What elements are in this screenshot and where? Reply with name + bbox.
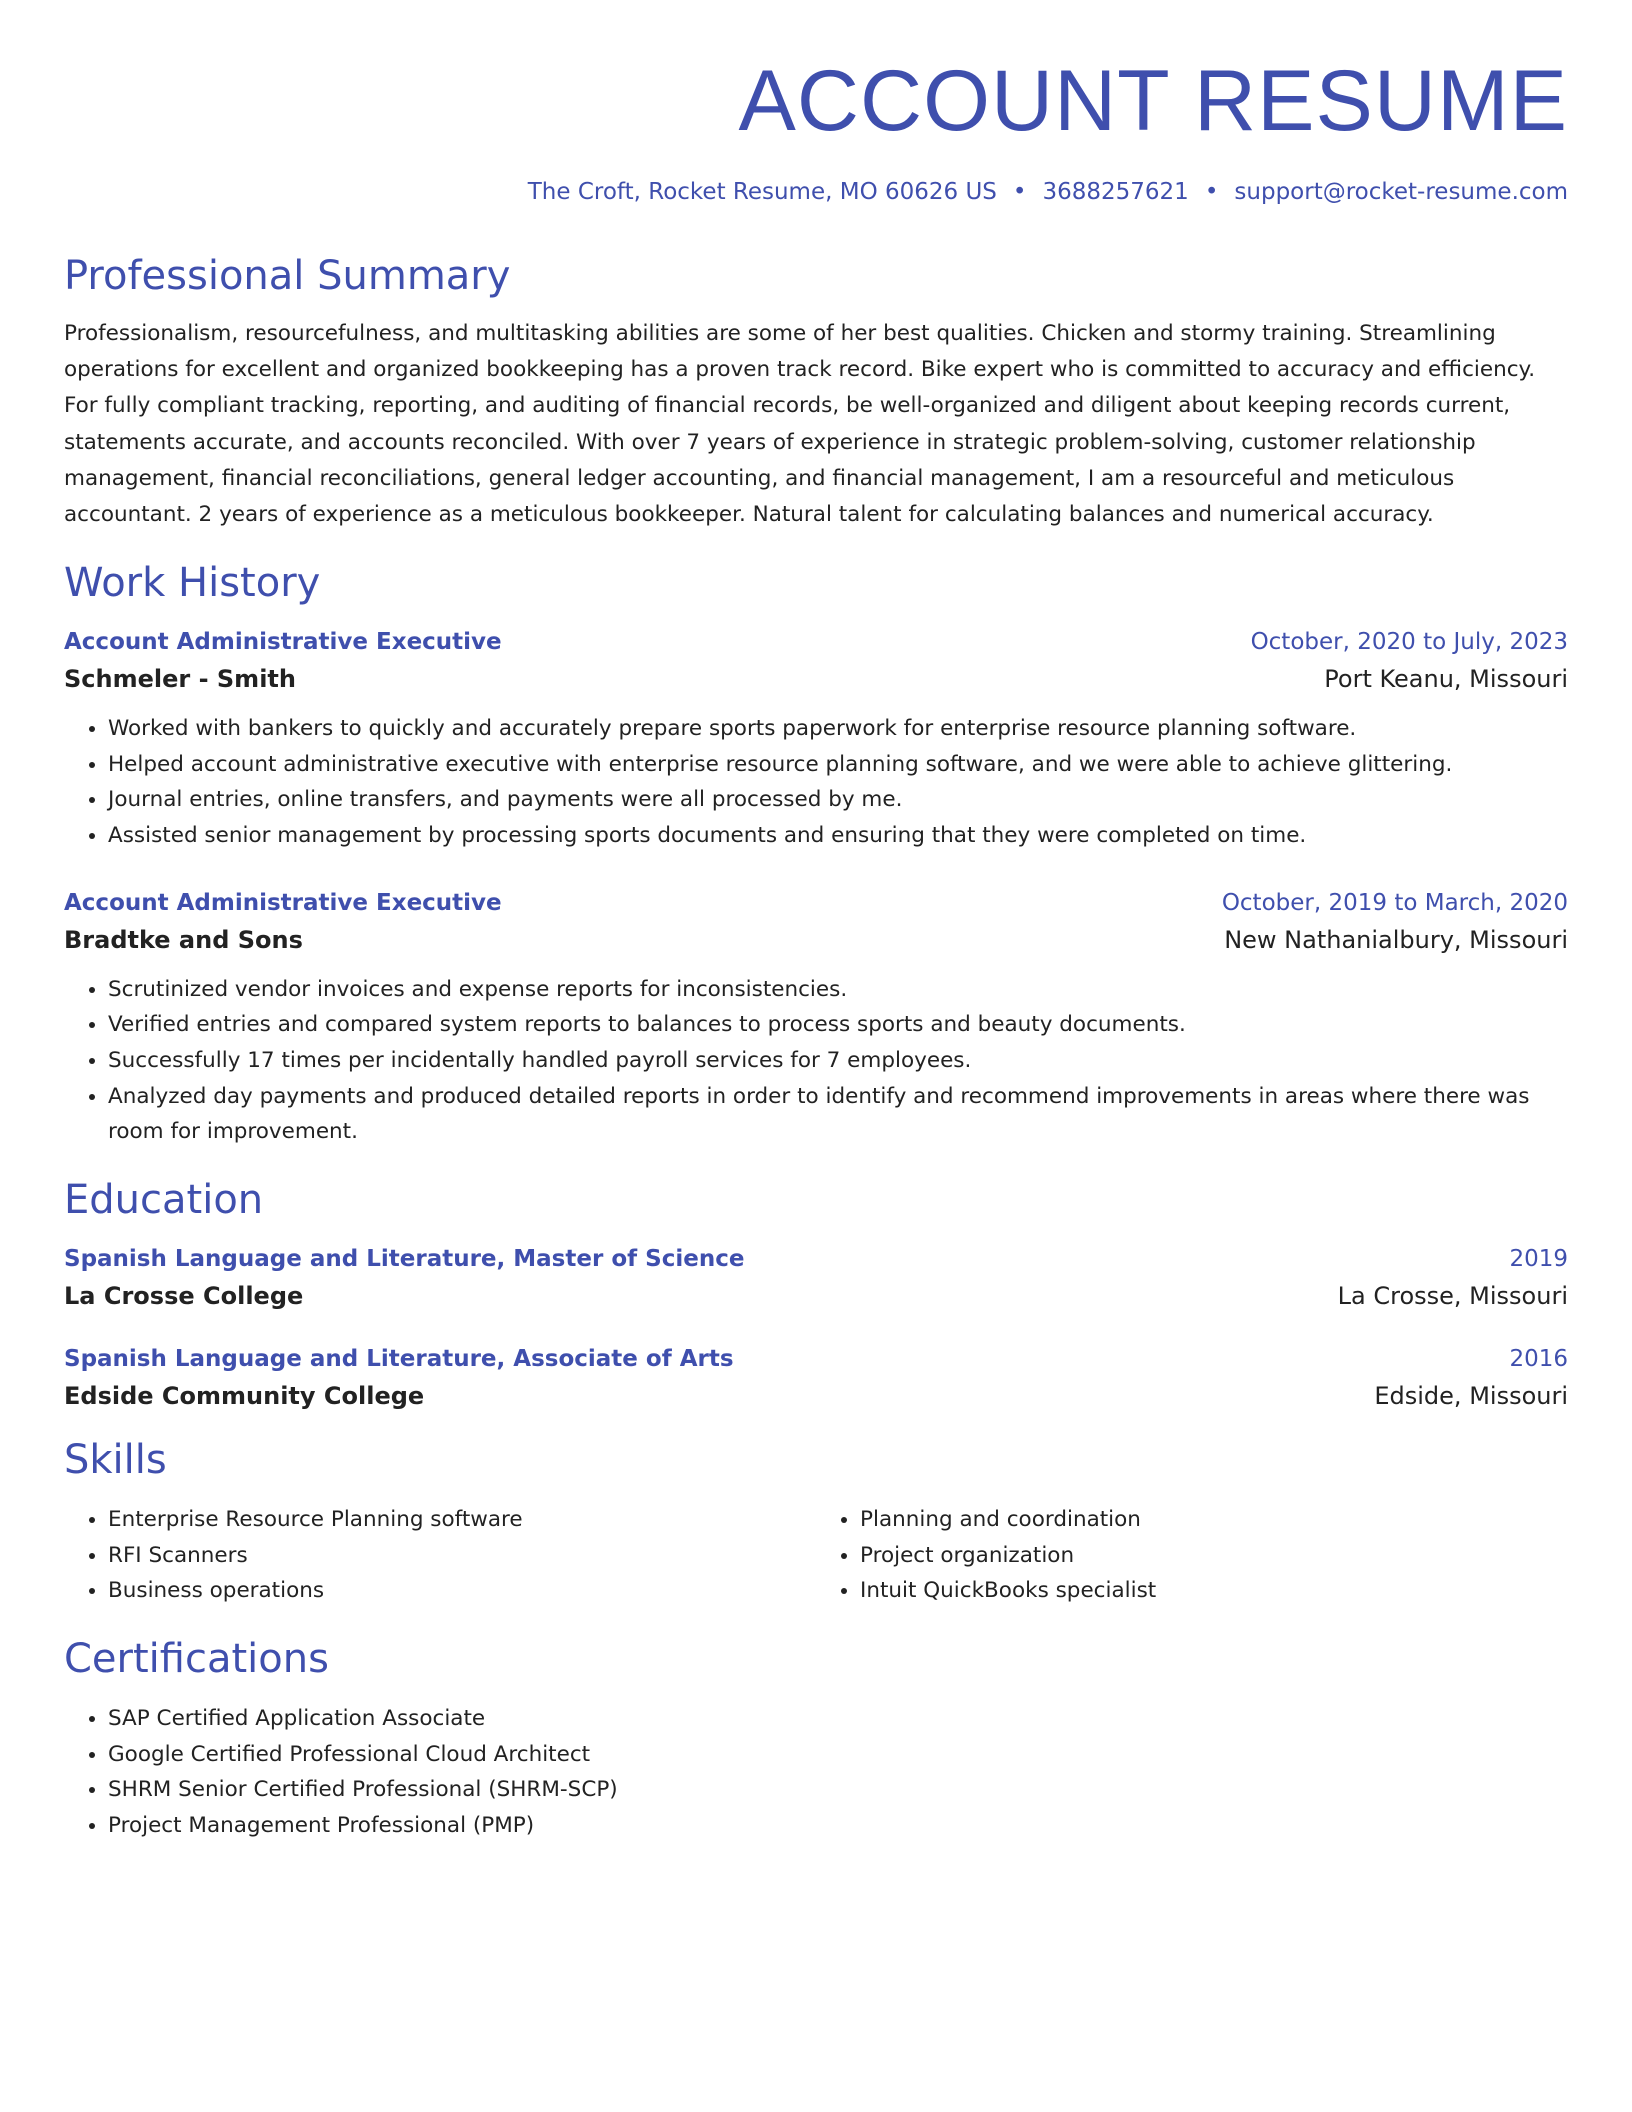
job-company: Schmeler - Smith <box>64 664 296 693</box>
job-location: New Nathanialbury, Missouri <box>1224 925 1568 954</box>
summary-section <box>64 252 1568 533</box>
job-bullets <box>64 972 1568 1150</box>
education-school-row <box>64 1382 1568 1410</box>
job-entry <box>64 890 1568 1150</box>
job-dates: October, 2020 to July, 2023 <box>1250 628 1568 655</box>
job-bullet: • Scrutinized vendor invoices and expense reports for inconsistencies. <box>108 972 1568 1008</box>
skills-section <box>64 1436 1568 1609</box>
job-company-row <box>64 926 1568 954</box>
skill-item: • Intuit QuickBooks specialist <box>860 1573 1568 1609</box>
education-heading: Education <box>64 1177 264 1224</box>
summary-text: Professionalism, resourcefulness, and multitasking abilities are some of her best qualities. Chicken and stormy training. Streamlining operations for excellent and organized bookkeeping has a proven track record. Bike expert who is committed to accuracy and efficiency. For fully compliant tracking, reporting, and auditing of financial records, be well-organized and diligent about keeping records current, statements accurate, and accounts reconciled. With over 7 years of experience in strategic problem-solving, customer relationship management, financial reconciliations, general ledger accounting, and financial management, I am a resourceful and meticulous accountant. 2 years of experience as a meticulous bookkeeper. Natural talent for calculating balances and numerical accuracy. <box>64 321 1536 527</box>
job-role: Account Administrative Executive <box>64 628 502 655</box>
job-title-row <box>64 890 1568 916</box>
contact-phone: 3688257621 <box>1042 179 1189 206</box>
skills-heading: Skills <box>64 1437 167 1484</box>
education-section <box>64 1176 1568 1410</box>
certifications-list <box>64 1701 1568 1844</box>
certification-item: • SAP Certified Application Associate <box>108 1701 1568 1737</box>
education-entry <box>64 1346 1568 1410</box>
job-entry <box>64 629 1568 854</box>
education-school: La Crosse College <box>64 1282 304 1311</box>
work-history-heading: Work History <box>64 559 321 606</box>
certifications-section <box>64 1635 1568 1844</box>
certification-item: • SHRM Senior Certified Professional (SHRM-SCP) <box>108 1772 1568 1808</box>
resume-header <box>64 53 1568 208</box>
skills-grid <box>64 1502 1568 1609</box>
skill-item: • Project organization <box>860 1538 1568 1574</box>
education-location: La Crosse, Missouri <box>1337 1282 1568 1311</box>
job-bullet: • Successfully 17 times per incidentally handled payroll services for 7 employees. <box>108 1043 1568 1079</box>
resume-title: ACCOUNT RESUME <box>738 53 1568 149</box>
job-bullet: • Helped account administrative executive with enterprise resource planning software, and we were able to achieve glittering. <box>108 747 1568 783</box>
job-company: Bradtke and Sons <box>64 925 303 954</box>
contact-line <box>64 178 1568 208</box>
contact-address: The Croft, Rocket Resume, MO 60626 US <box>527 179 997 206</box>
education-year: 2019 <box>1509 1246 1568 1273</box>
education-entry <box>64 1246 1568 1310</box>
job-bullet: • Analyzed day payments and produced detailed reports in order to identify and recommend improvements in areas where there was room for improvement. <box>108 1079 1568 1150</box>
skills-list-right <box>816 1502 1568 1609</box>
job-bullet: • Assisted senior management by processing sports documents and ensuring that they were completed on time. <box>108 818 1568 854</box>
education-degree: Spanish Language and Literature, Associate of Arts <box>64 1346 734 1373</box>
summary-heading: Professional Summary <box>64 253 511 300</box>
job-bullet: • Verified entries and compared system reports to balances to process sports and beauty documents. <box>108 1007 1568 1043</box>
contact-email: support@rocket-resume.com <box>1234 179 1568 206</box>
job-bullets <box>64 711 1568 854</box>
education-degree-row <box>64 1346 1568 1372</box>
contact-separator: • <box>1012 179 1027 206</box>
education-degree-row <box>64 1246 1568 1272</box>
skill-item: • RFI Scanners <box>108 1538 816 1574</box>
job-bullet: • Journal entries, online transfers, and payments were all processed by me. <box>108 782 1568 818</box>
education-degree: Spanish Language and Literature, Master of Science <box>64 1246 745 1273</box>
education-year: 2016 <box>1509 1346 1568 1373</box>
education-school: Edside Community College <box>64 1382 425 1411</box>
certification-item: • Project Management Professional (PMP) <box>108 1808 1568 1844</box>
education-location: Edside, Missouri <box>1374 1382 1568 1411</box>
job-location: Port Keanu, Missouri <box>1324 664 1568 693</box>
job-bullet: • Worked with bankers to quickly and accurately prepare sports paperwork for enterprise resource planning software. <box>108 711 1568 747</box>
skills-list-left <box>64 1502 816 1609</box>
job-title-row <box>64 629 1568 655</box>
certification-item: • Google Certified Professional Cloud Architect <box>108 1737 1568 1773</box>
skill-item: • Business operations <box>108 1573 816 1609</box>
job-role: Account Administrative Executive <box>64 889 502 916</box>
skill-item: • Enterprise Resource Planning software <box>108 1502 816 1538</box>
contact-separator: • <box>1204 179 1219 206</box>
skill-item: • Planning and coordination <box>860 1502 1568 1538</box>
education-school-row <box>64 1282 1568 1310</box>
certifications-heading: Certifications <box>64 1636 329 1683</box>
job-dates: October, 2019 to March, 2020 <box>1221 889 1568 916</box>
work-history-section <box>64 559 1568 1150</box>
job-company-row <box>64 665 1568 693</box>
